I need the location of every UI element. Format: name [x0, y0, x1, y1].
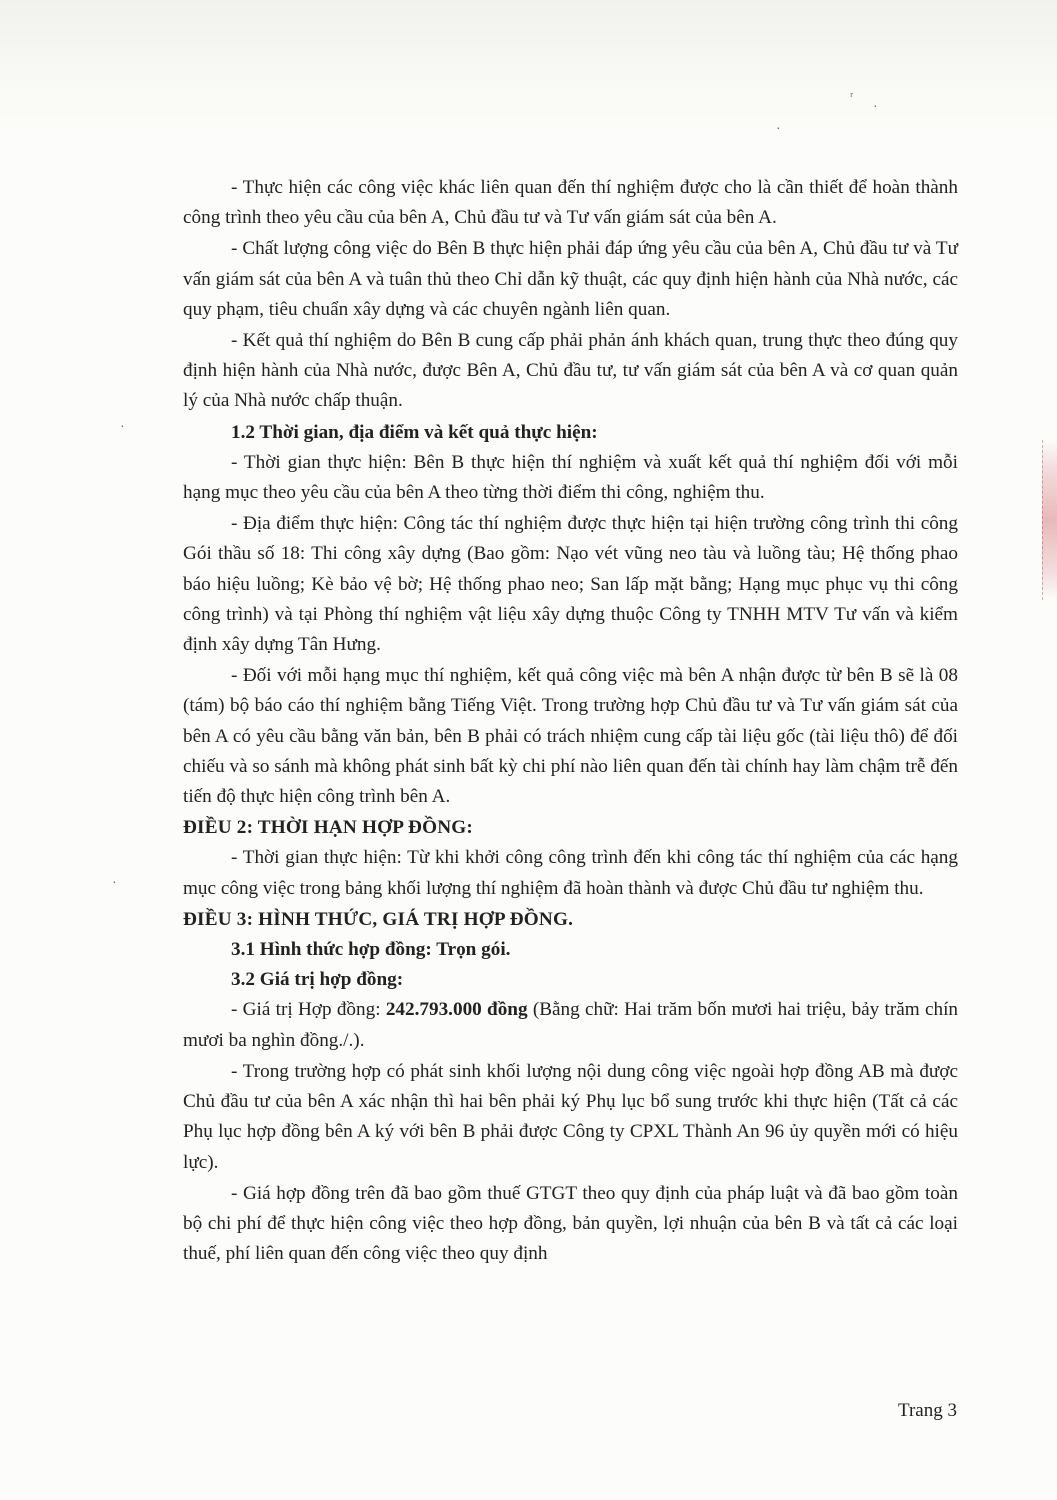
article-2-heading: ĐIỀU 2: THỜI HẠN HỢP ĐỒNG: [183, 817, 474, 839]
contract-value-paragraph [183, 995, 958, 1055]
paragraph: - Đối với mỗi hạng mục thí nghiệm, kết quả công việc mà bên A nhận được từ bên B sẽ là 08 (tám) bộ báo cáo thí nghiệm bằng Tiếng Việt. Trong trường hợp Chủ đầu tư và Tư vấn giám sát của bên A có yêu cầu bằng văn bản, bên B phải có trách nhiệm cung cấp tài liệu gốc (tài liệu thô) để đối chiếu và so sánh mà không phát sinh bất kỳ chi phí nào liên quan đến tài chính hay làm chậm trễ đến tiến độ thực hiện công trình bên A. [183, 665, 958, 808]
scan-speck: · [120, 420, 125, 435]
document-body [183, 173, 958, 1270]
contract-value-amount: 242.793.000 đồng [385, 999, 528, 1021]
subsection-3-1: 3.1 Hình thức hợp đồng: Trọn gói. [231, 939, 511, 961]
paragraph: - Thời gian thực hiện: Từ khi khởi công công trình đến khi công tác thí nghiệm của các hạng mục công việc trong bảng khối lượng thí nghiệm đã hoàn thành và được Chủ đầu tư nghiệm thu. [183, 847, 958, 899]
paragraph: - Địa điểm thực hiện: Công tác thí nghiệm được thực hiện tại hiện trường công trình thi công Gói thầu số 18: Thi công xây dựng (Bao gồm: Nạo vét vũng neo tàu và luồng tàu; Hệ thống phao báo hiệu luồng; Kè bảo vệ bờ; Hệ thống phao neo; San lấp mặt bằng; Hạng mục phục vụ thi công công trình) và tại Phòng thí nghiệm vật liệu xây dựng thuộc Công ty TNHH MTV Tư vấn và kiểm định xây dựng Tân Hưng. [183, 513, 958, 656]
scan-speck: · [776, 122, 781, 137]
seal-edge-mark [1042, 440, 1057, 600]
article-3-heading: ĐIỀU 3: HÌNH THỨC, GIÁ TRỊ HỢP ĐỒNG. [183, 908, 574, 930]
paragraph: - Giá hợp đồng trên đã bao gồm thuế GTGT theo quy định của pháp luật và đã bao gồm toàn bộ chi phí để thực hiện công việc theo hợp đồng, bản quyền, lợi nhuận của bên B và tất cả các loại thuế, phí liên quan đến công việc theo quy định [183, 1182, 958, 1265]
section-heading-1-2: 1.2 Thời gian, địa điểm và kết quả thực hiện: [231, 421, 598, 443]
contract-value-suffix: (Bằng chữ: Hai trăm bốn mươi hai triệu, bảy trăm chín mươi ba nghìn đồng./.). [183, 999, 959, 1051]
paragraph: - Thời gian thực hiện: Bên B thực hiện thí nghiệm và xuất kết quả thí nghiệm đối với mỗi hạng mục theo yêu cầu của bên A theo từng thời điểm thi công, nghiệm thu. [183, 451, 958, 504]
paragraph: - Trong trường hợp có phát sinh khối lượng nội dung công việc ngoài hợp đồng AB mà được Chủ đầu tư của bên A xác nhận thì hai bên phải ký Phụ lục bổ sung trước khi thực hiện (Tất cả các Phụ lục hợp đồng bên A ký với bên B phải được Công ty CPXL Thành An 96 ủy quyền mới có hiệu lực). [183, 1060, 958, 1173]
contract-value-prefix: - Giá trị Hợp đồng: [231, 999, 386, 1021]
scan-speck: ʳ [850, 90, 854, 105]
paragraph: - Kết quả thí nghiệm do Bên B cung cấp phải phản ánh khách quan, trung thực theo đúng quy định hiện hành của Nhà nước, được Bên A, Chủ đầu tư, tư vấn giám sát của bên A và cơ quan quản lý của Nhà nước chấp thuận. [183, 330, 958, 412]
subsection-3-2: 3.2 Giá trị hợp đồng: [231, 969, 404, 991]
paragraph: - Chất lượng công việc do Bên B thực hiện phải đáp ứng yêu cầu của bên A, Chủ đầu tư và Tư vấn giám sát của bên A và tuân thủ theo Chỉ dẫn kỹ thuật, các quy định hiện hành của Nhà nước, các quy phạm, tiêu chuẩn xây dựng và các chuyên ngành liên quan. [183, 238, 958, 320]
scan-speck: · [873, 100, 878, 115]
scan-speck: · [112, 876, 117, 891]
page-number: Trang 3 [898, 1400, 957, 1421]
paragraph: - Thực hiện các công việc khác liên quan đến thí nghiệm được cho là cần thiết để hoàn thành công trình theo yêu cầu của bên A, Chủ đầu tư và Tư vấn giám sát của bên A. [183, 177, 958, 229]
